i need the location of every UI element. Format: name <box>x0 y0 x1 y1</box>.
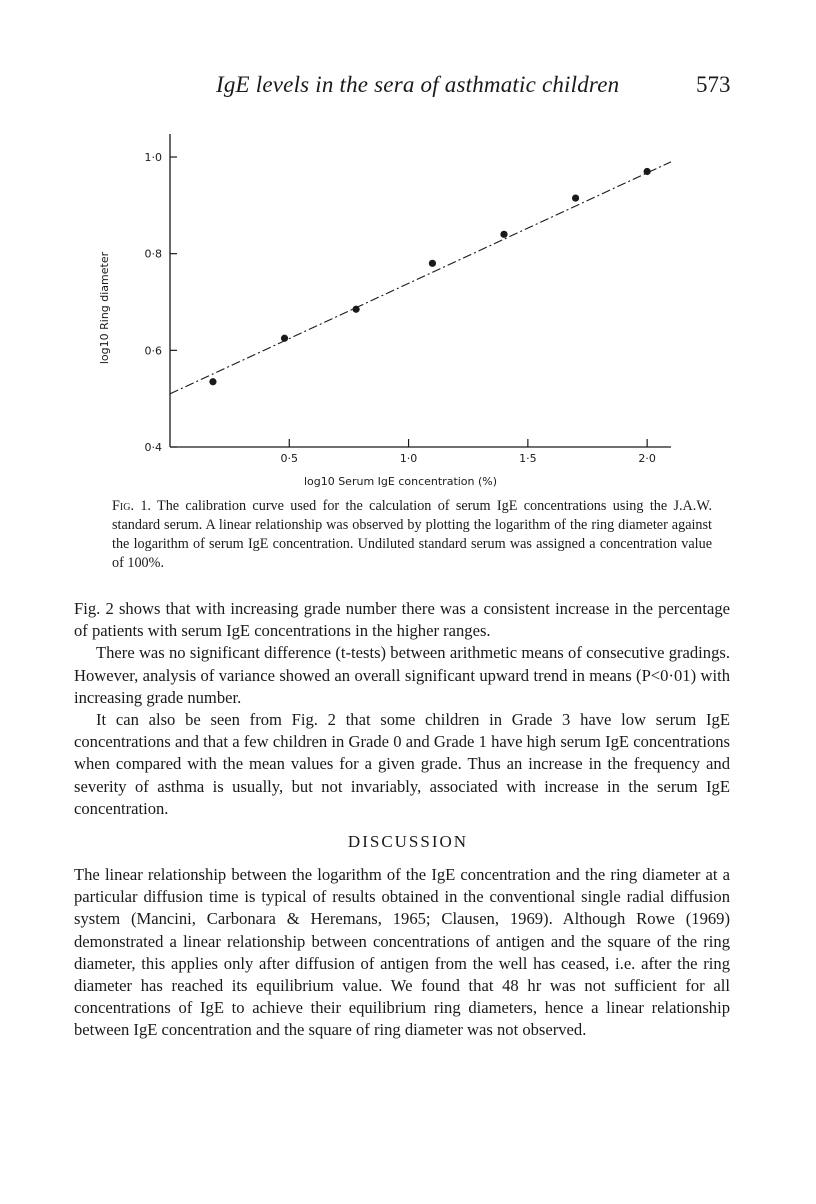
results-text <box>74 598 730 820</box>
x-tick-label: 2·0 <box>638 452 656 465</box>
y-tick-label: 0·6 <box>144 344 162 358</box>
paragraph: It can also be seen from Fig. 2 that some children in Grade 3 have low serum IgE concentrations and that a few children in Grade 0 and Grade 1 have high serum IgE concentrations when compared with the mean values for a given grade. Thus an increase in the frequency and severity of asthma is usually, but not invariably, associated with increase in the serum IgE concentration. <box>74 710 730 818</box>
data-points <box>209 168 650 385</box>
data-point <box>644 168 651 175</box>
y-tick-label: 0·4 <box>144 441 162 454</box>
x-tick-label: 1·5 <box>519 452 537 465</box>
figure-label: Fig. 1. <box>112 498 151 514</box>
y-tick-label: 1·0 <box>144 151 162 164</box>
x-axis-label: log10 Serum IgE concentration (%) <box>303 475 498 488</box>
axis-labels <box>98 151 656 488</box>
figure-caption-text: The calibration curve used for the calculation of serum IgE concentrations using the J.A.W. standard serum. A linear relationship was observed by plotting the logarithm of the ring diameter against the logarithm of serum IgE concentration. Undiluted standard serum was assigned a concentration value of 100%. <box>112 498 712 571</box>
running-head <box>0 72 816 106</box>
figure-caption <box>112 497 712 573</box>
x-tick-label: 1·0 <box>399 452 418 465</box>
data-point <box>352 306 359 313</box>
fit-line-group <box>170 162 671 394</box>
data-point <box>500 231 507 238</box>
discussion-text <box>74 864 730 1042</box>
page-number: 573 <box>696 72 731 97</box>
data-point <box>209 378 216 385</box>
data-point <box>281 335 288 342</box>
x-tick-label: 0·5 <box>280 452 299 465</box>
running-title: IgE levels in the sera of asthmatic children <box>216 72 620 97</box>
chart-axes <box>170 134 671 447</box>
data-point <box>572 194 579 201</box>
data-point <box>429 260 436 267</box>
paragraph: There was no significant difference (t-tests) between arithmetic means of consecutive gradings. However, analysis of variance showed an overall significant upward trend in means (P<0·01) with increasing grade number. <box>74 643 730 707</box>
section-heading: DISCUSSION <box>347 832 469 851</box>
fit-line <box>170 162 671 394</box>
paragraph: The linear relationship between the logarithm of the IgE concentration and the ring diameter at a particular diffusion time is typical of results obtained in the conventional single radial diffusion system (Mancini, Carbonara & Heremans, 1965; Clausen, 1969). Although Rowe (1969) demonstrated a linear relationship between concentrations of antigen and the square of the ring diameter, this applies only after diffusion of antigen from the well has ceased, i.e. after the ring diameter has reached its equilibrium value. We found that 48 hr was not sufficient for all concentrations of IgE to achieve their equilibrium ring diameters, hence a linear relationship between IgE concentration and the square of ring diameter was not observed. <box>74 865 730 1040</box>
calibration-chart <box>0 120 816 488</box>
paragraph: Fig. 2 shows that with increasing grade number there was a consistent increase in the percentage of patients with serum IgE concentrations in the higher ranges. <box>74 599 730 641</box>
y-axis-label: log10 Ring diameter <box>98 251 111 365</box>
y-tick-label: 0·8 <box>144 247 162 261</box>
